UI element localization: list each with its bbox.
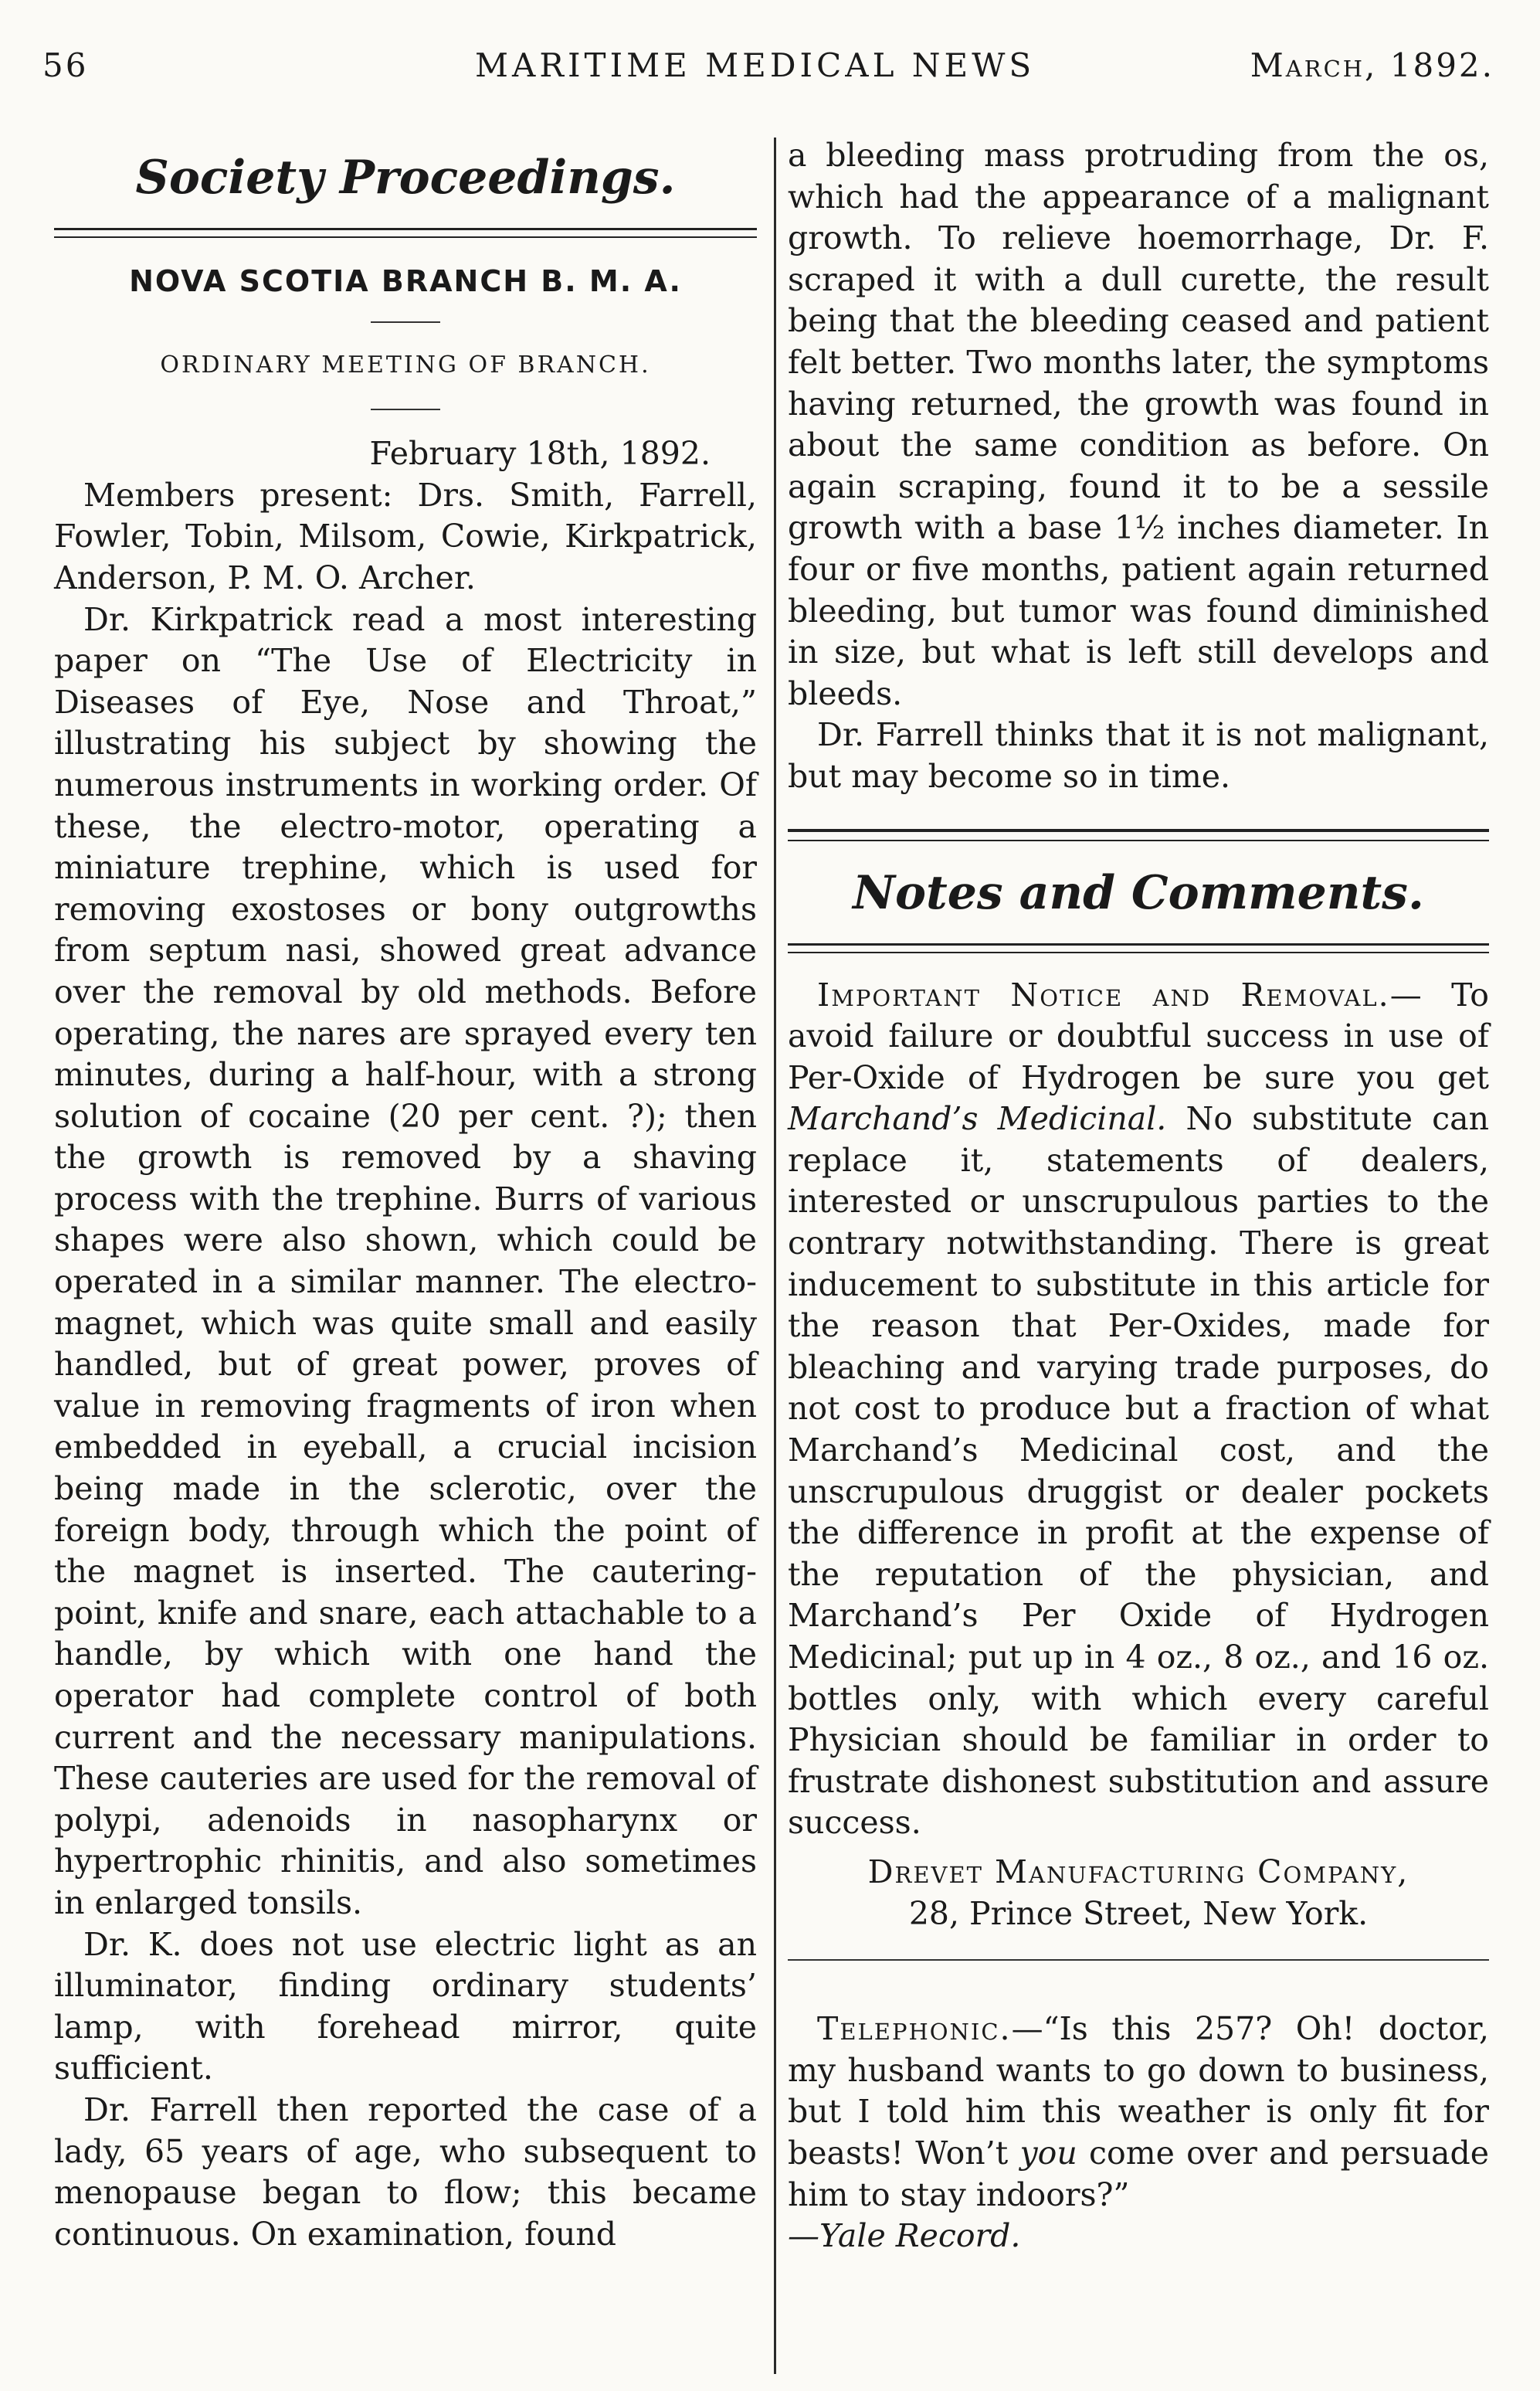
joke-heading: Telephonic. [817,2010,1012,2048]
paragraph: Dr. K. does not use electric light as an illuminator, finding ordinary students’ lamp, with forehead mirror, quite sufficient. [54,1925,757,2087]
right-column [788,135,1489,2257]
source-credit: —Yale Record. [788,2217,1021,2255]
section-title-society: Society Proceedings. [135,151,676,205]
notice-heading: Important Notice and Removal.— [817,976,1423,1014]
left-column [54,135,757,2255]
brand-name: Marchand’s Medicinal. [788,1100,1167,1138]
short-rule [371,321,440,323]
column-divider [774,138,776,2374]
emphasis: you [1019,2134,1077,2172]
paragraph: Dr. Kirkpatrick read a most interesting paper on “The Use of Electricity in Diseases of Eye, Nose and Throat,” illustrating his subject by showing the numerous instruments in working order. Of these, the electro-motor, operating a miniature trephine, which is used for removing exostoses or bony outgrowths from septum nasi, showed great advance over the removal by old methods. Before operating, the nares are sprayed every ten minutes, during a half-hour, with a strong solution of cocaine (20 per cent. ?); then the growth is removed by a shaving process with the trephine. Burrs of various shapes were also shown, which could be operated in a similar manner. The electro-magnet, which was quite small and easily handled, but of great power, proves of value in removing fragments of iron when embedded in eyeball, a crucial incision being made in the sclerotic, over the foreign body, through which the point of the magnet is inserted. The cautering-point, knife and snare, each attachable to a handle, by which with one hand the operator had complete control of both current and the necessary manipulations. These cauteries are used for the removal of polypi, adenoids in nasopharynx or hypertrophic rhinitis, and also sometimes in enlarged tonsils. [54,600,757,1921]
journal-title: MARITIME MEDICAL NEWS [475,46,1036,84]
joke-text: —“Is this 257? Oh! doctor, my husband wants to go down to business, but I told him this weather is only fit for beasts! Won’t [788,2010,1489,2172]
paragraph: a bleeding mass protruding from the os, which had the appearance of a malignant growth. To relieve hoemorrhage, Dr. F. scraped it with a dull curette, the result being that the bleeding ceased and patient felt better. Two months later, the symptoms having returned, the growth was found in about the same condition as before. On again scraping, found it to be a sessile growth with a base 1½ inches diameter. In four or five months, patient again returned bleeding, but tumor was found diminished in size, but what is left still develops and bleeds. [788,137,1489,712]
section-title-notes: Notes and Comments. [853,865,1424,920]
company-address: 28, Prince Street, New York. [908,1894,1369,1932]
notice-text: No substitute can replace it, statements of dealers, interested or unscrupulous parties to the contrary notwithstanding. There is great inducement to substitute in this article for the reason that Per-Oxides, made for bleaching and varying trade purposes, do not cost to produce but a fraction of what Marchand’s Medicinal cost, and the unscrupulous druggist or dealer pockets the difference in profit at the expense of the reputation of the physician, and Marchand’s Per Oxide of Hydrogen Medicinal; put up in 4 oz., 8 oz., and 16 oz. bottles only, with which every careful Physician should be familiar in order to frustrate dishonest substitution and assure success. [788,1100,1489,1842]
issue-date: March, 1892. [1250,46,1494,84]
joke-paragraph [788,2009,1489,2216]
meeting-subheading: ORDINARY MEETING OF BRANCH. [160,351,651,379]
notice-paragraph [788,975,1489,1844]
joke-text: come over and persuade him to stay indoors?” [788,2134,1489,2213]
single-rule [788,1959,1489,1961]
paragraph: Dr. Farrell then reported the case of a lady, 65 years of age, who subsequent to menopause began to flow; this became continuous. On examination, found [54,2090,757,2253]
company-name: Drevet Manufacturing Company, [867,1853,1409,1890]
paragraph: Dr. Farrell thinks that it is not malignant, but may become so in time. [788,716,1489,795]
short-rule [371,409,440,410]
branch-heading: NOVA SCOTIA BRANCH B. M. A. [129,264,682,298]
double-rule [788,943,1489,953]
double-rule [54,228,757,238]
double-rule [788,829,1489,841]
paragraph: Members present: Drs. Smith, Farrell, Fowler, Tobin, Milsom, Cowie, Kirkpatrick, Anderson, P. M. O. Archer. [54,476,757,596]
running-header [42,46,1494,100]
notice-text: To avoid failure or doubtful success in use of Per-Oxide of Hydrogen be sure you get [788,976,1489,1096]
meeting-date: February 18th, 1892. [369,435,711,473]
page-number: 56 [42,46,89,84]
